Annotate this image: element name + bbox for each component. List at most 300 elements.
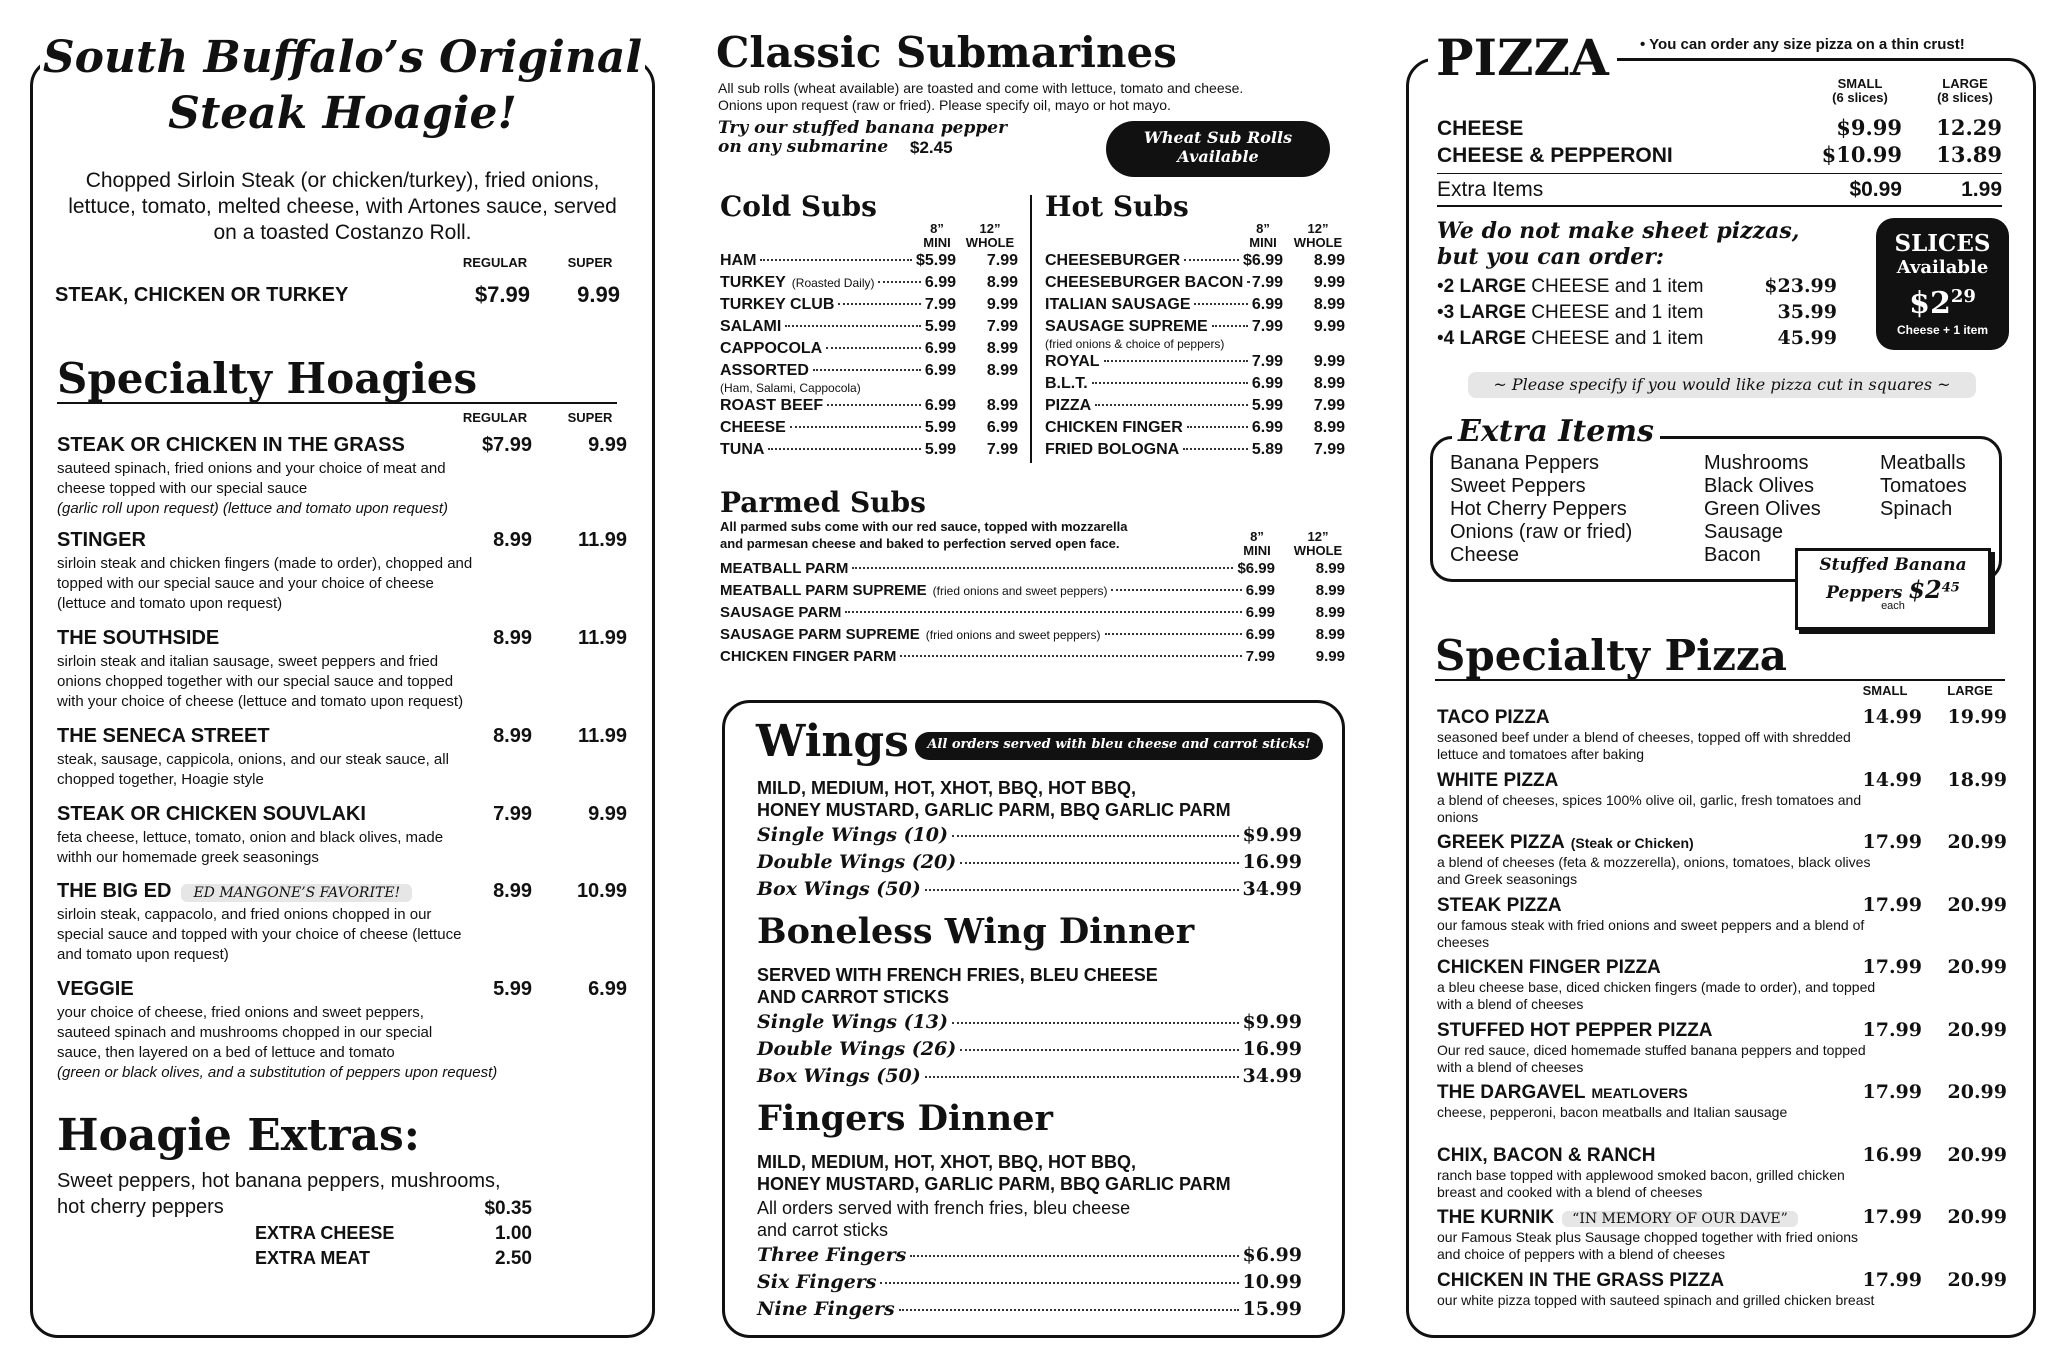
item-name: Three Fingers	[757, 1244, 907, 1266]
sub-row	[1045, 353, 1345, 375]
try-banana-2: on any submarine	[718, 137, 889, 157]
specialty-pizza-row	[1437, 956, 2007, 979]
specialty-small-price: 14.99	[1862, 768, 1922, 791]
leader-dots	[827, 404, 921, 406]
stuffed-banana-cents: 45	[1941, 580, 1960, 596]
parmed-col-whole-size: 12”	[1307, 529, 1329, 544]
extra-item: Meatballs	[1880, 452, 1966, 474]
sub-whole-price: 8.99	[986, 362, 1018, 379]
boneless-list	[757, 1011, 1302, 1092]
pizza-small-price: $10.99	[1821, 142, 1902, 167]
sub-whole-price: 9.99	[1313, 353, 1345, 370]
sub-row	[1045, 375, 1345, 397]
price-row	[757, 1298, 1302, 1325]
hoagie-item	[57, 434, 627, 519]
item-price: 16.99	[1242, 1038, 1302, 1060]
fingers-flavors-2: HONEY MUSTARD, GARLIC PARM, BBQ GARLIC PARM	[757, 1174, 1231, 1194]
parmed-col-whole-label: WHOLE	[1293, 543, 1343, 558]
sub-name: CHEESE	[720, 419, 786, 436]
sub-name: MEATBALL PARM	[720, 560, 849, 577]
wings-flavors-1: MILD, MEDIUM, HOT, XHOT, BBQ, HOT BBQ,	[757, 778, 1136, 798]
cold-subs-list	[720, 252, 1018, 463]
hoagie-item-note: (green or black olives, and a substitution of peppers upon request)	[57, 1064, 498, 1081]
specialty-pizza-title: Specialty Pizza	[1435, 631, 1787, 680]
hoagie-extras-line2: hot cherry peppers	[57, 1196, 224, 1218]
specialty-pizza-row	[1437, 1019, 2007, 1042]
sub-mini-price: 5.99	[924, 441, 956, 458]
leader-dots	[760, 259, 912, 261]
sub-mini-price: 6.99	[1245, 582, 1275, 599]
leader-dots	[1184, 259, 1239, 261]
item-price: 34.99	[1242, 878, 1302, 900]
sub-row	[720, 340, 1018, 362]
specialty-pizza-name: STEAK PIZZA	[1437, 894, 1562, 916]
deal-bullet: •	[1437, 302, 1444, 323]
boneless-note-2: AND CARROT STICKS	[757, 987, 949, 1007]
specialty-pizza-item	[1437, 769, 2007, 826]
sub-row	[720, 252, 1018, 274]
hoagie-item-desc: sirloin steak, cappacolo, and fried onions chopped in our special sauce and topped with your choice of cheese (lettuce and tomato upon request)	[57, 906, 462, 963]
leader-dots	[1183, 448, 1248, 450]
col-regular: REGULAR	[462, 255, 528, 270]
sub-whole-price: 8.99	[1313, 296, 1345, 313]
sub-whole-price: 8.99	[986, 397, 1018, 414]
hoagie-item-note: (garlic roll upon request) (lettuce and tomato upon request)	[57, 500, 449, 517]
specialty-pizza-desc: our white pizza topped with sauteed spinach and grilled chicken breast	[1437, 1291, 1875, 1308]
pizza-row	[1437, 115, 2002, 142]
specialty-large-price: 20.99	[1947, 1143, 2007, 1166]
sub-name: CHICKEN FINGER	[1045, 419, 1183, 436]
main-hoagie-regular: $7.99	[474, 282, 530, 307]
hoagie-item-super: 9.99	[588, 434, 627, 456]
deal-count: 2 LARGE	[1443, 276, 1527, 297]
subs-divider	[1030, 195, 1032, 463]
hoagie-item-name: STEAK OR CHICKEN IN THE GRASS	[57, 434, 405, 456]
sub-row	[720, 397, 1018, 419]
sub-qualifier: (fried onions and sweet peppers)	[925, 628, 1101, 642]
col-regular-2: REGULAR	[462, 410, 528, 425]
squares-note: ~ Please specify if you would like pizza cut in squares ~	[1468, 372, 1976, 398]
parmed-col-mini-size: 8”	[1250, 529, 1264, 544]
specialty-pizza-row	[1437, 1269, 2007, 1292]
fingers-flavors-1: MILD, MEDIUM, HOT, XHOT, BBQ, HOT BBQ,	[757, 1152, 1136, 1172]
sub-whole-price: 7.99	[986, 252, 1018, 269]
hoagie-item-desc: sirloin steak and chicken fingers (made to order), chopped and topped with our special sauce and your choice of cheese (lettuce and tomato upon request)	[57, 555, 473, 612]
extra-item: Sausage	[1704, 521, 1783, 543]
pizza-price-rows	[1437, 115, 2002, 169]
hoagie-title-1: South Buffalo’s Original	[40, 32, 645, 83]
cold-col-mini	[912, 222, 962, 250]
col-super: SUPER	[567, 255, 613, 270]
specialty-large-price: 20.99	[1947, 1018, 2007, 1041]
deal-count: 4 LARGE	[1443, 328, 1527, 349]
specialty-large-price: 20.99	[1947, 893, 2007, 916]
leader-dots	[785, 325, 921, 327]
sheet-deals-list	[1437, 275, 1837, 353]
sub-whole-price: 8.99	[1313, 375, 1345, 392]
specialty-pizza-desc: ranch base topped with applewood smoked bacon, grilled chicken breast and cooked with a blend of cheeses	[1437, 1166, 1845, 1200]
extra-item: Hot Cherry Peppers	[1450, 498, 1627, 520]
sub-mini-price: 7.99	[1251, 274, 1283, 291]
sub-name: FRIED BOLOGNA	[1045, 441, 1180, 458]
sub-row	[720, 582, 1345, 604]
sub-name: CHEESEBURGER BACON	[1045, 274, 1244, 291]
sub-row	[1045, 274, 1345, 296]
fingers-note-1: All orders served with french fries, bleu cheese	[757, 1198, 1131, 1218]
specialty-pizza-item	[1437, 831, 2007, 888]
sub-name: TURKEY	[720, 274, 786, 291]
price-row	[757, 1011, 1302, 1038]
leader-dots	[952, 1022, 1238, 1024]
sub-whole-price: 6.99	[986, 419, 1018, 436]
specialty-pizza-desc: a blend of cheeses, spices 100% olive oil, garlic, fresh tomatoes and onions	[1437, 791, 1862, 825]
price-row	[757, 1038, 1302, 1065]
hoagie-extras-price: $0.35	[484, 1198, 532, 1219]
leader-dots	[960, 1049, 1238, 1051]
sub-whole-price: 8.99	[1315, 604, 1345, 621]
specialty-pizza-row	[1437, 1206, 2007, 1229]
extra-item: Sweet Peppers	[1450, 475, 1586, 497]
pizza-name: CHEESE	[1437, 117, 1524, 140]
sub-row	[720, 318, 1018, 340]
specialty-hoagies-rule	[57, 402, 617, 404]
specialty-small-price: 16.99	[1862, 1143, 1922, 1166]
sub-whole-price: 9.99	[1313, 318, 1345, 335]
hoagie-item-row	[57, 978, 627, 1001]
specialty-pizza-desc: our famous steak with fried onions and sweet peppers and a blend of cheeses	[1437, 916, 1865, 950]
hoagie-item-super: 10.99	[576, 880, 627, 902]
hoagie-item-desc: feta cheese, lettuce, tomato, onion and black olives, made withh our homemade greek seasonings	[57, 829, 444, 866]
extra-items-col-3	[1880, 452, 1967, 521]
sub-qualifier: (Roasted Daily)	[791, 276, 875, 290]
sub-whole-price: 7.99	[986, 318, 1018, 335]
thin-crust-note: • You can order any size pizza on a thin crust!	[1636, 36, 1969, 53]
hoagie-item-name: THE SENECA STREET	[57, 725, 270, 747]
sub-mini-price: 5.99	[1251, 397, 1283, 414]
sub-mini-price: 6.99	[1245, 626, 1275, 643]
sub-mini-price: $6.99	[1242, 252, 1283, 269]
deal-row	[1437, 301, 1837, 327]
extra-items-col-1	[1450, 452, 1632, 567]
sub-name: B.L.T.	[1045, 375, 1088, 392]
sub-row	[720, 560, 1345, 582]
extra-item: Tomatoes	[1880, 475, 1967, 497]
leader-dots	[910, 1255, 1238, 1257]
sub-whole-price: 7.99	[986, 441, 1018, 458]
specialty-pizza-desc: our Famous Steak plus Sausage chopped together with fried onions and choice of peppers with a blend of cheeses	[1437, 1229, 1859, 1262]
sub-mini-price: 6.99	[1251, 419, 1283, 436]
parmed-col-mini	[1232, 530, 1282, 558]
leader-dots	[880, 1282, 1238, 1284]
deal-desc: CHEESE and 1 item	[1526, 328, 1704, 349]
leader-dots	[813, 369, 921, 371]
specialty-small-price: 17.99	[1862, 1018, 1922, 1041]
leader-dots	[1092, 382, 1248, 384]
cold-col-whole-label: WHOLE	[965, 235, 1015, 250]
hoagie-item-super: 11.99	[578, 627, 627, 649]
pizza-large-price: 13.89	[1936, 142, 2002, 167]
leader-dots	[845, 611, 1241, 613]
sub-name: TUNA	[720, 441, 765, 458]
hot-col-whole-size: 12”	[1307, 221, 1329, 236]
slices-available: Available	[1896, 257, 1989, 278]
specialty-pizza-rule	[1435, 679, 2005, 681]
hoagie-item-desc: your choice of cheese, fried onions and sweet peppers, sauteed spinach and mushrooms chopped in our special sauce, then layered on a bed of lettuce and tomato	[57, 1004, 433, 1061]
leader-dots	[1104, 360, 1248, 362]
sheet-note-2: but you can order:	[1437, 244, 1664, 270]
hoagie-item	[57, 529, 627, 614]
sub-mini-price: $6.99	[1237, 560, 1275, 577]
leader-dots	[925, 1076, 1239, 1078]
extra-item: Green Olives	[1704, 498, 1821, 520]
specialty-col-small: SMALL	[1862, 683, 1908, 698]
extra-item: Cheese	[1450, 544, 1519, 566]
pizza-col-large	[1925, 77, 2005, 105]
specialty-pizza-desc: Our red sauce, diced homemade stuffed banana peppers and topped with a blend of cheeses	[1437, 1041, 1866, 1075]
wheat-rolls-badge	[1106, 121, 1330, 177]
hoagie-extras-line1: Sweet peppers, hot banana peppers, mushrooms,	[57, 1170, 501, 1192]
specialty-pizza-row	[1437, 894, 2007, 917]
hoagie-item-name: THE SOUTHSIDE	[57, 627, 220, 649]
sub-mini-price: 7.99	[1251, 353, 1283, 370]
specialty-large-price: 20.99	[1947, 1206, 2007, 1228]
pizza-title: PIZZA	[1428, 28, 1617, 87]
item-name: Box Wings (50)	[757, 878, 921, 900]
price-row	[757, 851, 1302, 878]
sub-name: ITALIAN SAUSAGE	[1045, 296, 1191, 313]
specialty-pizza-row	[1437, 831, 2007, 854]
hot-subs-title: Hot Subs	[1045, 190, 1189, 223]
sub-row	[720, 441, 1018, 463]
specialty-small-price: 17.99	[1862, 1206, 1922, 1228]
sub-name: ROYAL	[1045, 353, 1100, 370]
pizza-extra-large: 1.99	[1961, 178, 2002, 201]
sub-qualifier: (fried onions and sweet peppers)	[932, 584, 1108, 598]
hoagie-item-regular: 8.99	[493, 627, 532, 649]
leader-dots	[960, 862, 1238, 864]
hot-col-whole	[1288, 222, 1348, 250]
sub-mini-price: $5.99	[915, 252, 956, 269]
leader-dots	[1105, 633, 1242, 635]
item-name: Single Wings (13)	[757, 1011, 949, 1033]
specialty-pizza-name: THE KURNIK	[1437, 1207, 1555, 1228]
sub-name: CHEESEBURGER	[1045, 252, 1181, 269]
pizza-small-price: $9.99	[1836, 115, 1902, 140]
sub-whole-price: 9.99	[986, 296, 1018, 313]
sub-whole-price: 8.99	[1313, 252, 1345, 269]
sub-row	[720, 274, 1018, 296]
specialty-small-price: 17.99	[1862, 1268, 1922, 1291]
sub-name: ASSORTED	[720, 362, 809, 379]
pizza-row	[1437, 142, 2002, 169]
pizza-extra-small: $0.99	[1849, 178, 1902, 201]
leader-dots	[1187, 426, 1248, 428]
sub-whole-price: 8.99	[1315, 626, 1345, 643]
specialty-pizza-row	[1437, 706, 2007, 729]
sub-mini-price: 5.99	[924, 419, 956, 436]
wheat-rolls-line1: Wheat Sub Rolls	[1143, 128, 1293, 147]
col-super-2: SUPER	[567, 410, 613, 425]
hoagie-item-super: 11.99	[578, 529, 627, 551]
try-banana-price: $2.45	[910, 138, 953, 157]
hoagie-intro: Chopped Sirloin Steak (or chicken/turkey), fried onions, lettuce, tomato, melted cheese, with Artones sauce, served on a toasted Costanzo Roll.	[68, 169, 617, 244]
extra-item: Mushrooms	[1704, 452, 1809, 474]
item-name: Double Wings (20)	[757, 851, 957, 873]
hoagie-item-desc: steak, sausage, cappicola, onions, and our steak sauce, all chopped together, Hoagie style	[57, 751, 449, 788]
sub-row	[720, 419, 1018, 441]
item-price: 34.99	[1242, 1065, 1302, 1087]
pizza-col-large-label: LARGE	[1942, 76, 1988, 91]
parmed-note-2: and parmesan cheese and baked to perfection served open face.	[720, 536, 1120, 551]
hoagie-item-name: STINGER	[57, 529, 146, 551]
sub-row	[720, 296, 1018, 318]
item-name: Six Fingers	[757, 1271, 877, 1293]
sub-whole-price: 8.99	[1313, 419, 1345, 436]
specialty-col-large: LARGE	[1947, 683, 1993, 698]
hoagie-item-regular: 5.99	[493, 978, 532, 1000]
cold-col-mini-label: MINI	[923, 235, 951, 250]
stuffed-banana-label: Peppers	[1826, 583, 1903, 603]
specialty-pizza-name: STUFFED HOT PEPPER PIZZA	[1437, 1019, 1713, 1041]
item-price: $9.99	[1242, 824, 1302, 846]
sub-mini-price: 7.99	[1251, 318, 1283, 335]
specialty-pizza-name: CHICKEN IN THE GRASS PIZZA	[1437, 1269, 1725, 1291]
specialty-pizza-item	[1437, 1081, 2007, 1121]
hoagie-title-2: Steak Hoagie!	[168, 88, 517, 139]
wings-badge: All orders served with bleu cheese and carrot sticks!	[915, 732, 1323, 760]
sub-mini-price: 6.99	[924, 362, 956, 379]
deal-row	[1437, 275, 1837, 301]
pizza-name: CHEESE & PEPPERONI	[1437, 144, 1673, 167]
hoagie-item-regular: $7.99	[481, 434, 532, 456]
hoagie-item	[57, 880, 627, 965]
parmed-note-1: All parmed subs come with our red sauce, topped with mozzarella	[720, 519, 1128, 534]
wings-flavors-2: HONEY MUSTARD, GARLIC PARM, BBQ GARLIC PARM	[757, 800, 1231, 820]
hoagie-item-name: STEAK OR CHICKEN SOUVLAKI	[57, 803, 366, 825]
subs-note-1: All sub rolls (wheat available) are toasted and come with lettuce, tomato and cheese.	[718, 80, 1244, 96]
sub-name: SAUSAGE PARM	[720, 604, 842, 621]
specialty-pizza-row	[1437, 1144, 2007, 1167]
pizza-extra-label: Extra Items	[1437, 178, 1544, 201]
sub-mini-price: 6.99	[1251, 296, 1283, 313]
specialty-pizza-qualifier: MEATLOVERS	[1591, 1085, 1688, 1101]
pizza-col-large-sub: (8 slices)	[1937, 90, 1993, 105]
stuffed-banana-box	[1795, 548, 1991, 630]
boneless-note-1: SERVED WITH FRENCH FRIES, BLEU CHEESE	[757, 965, 1158, 985]
specialty-pizza-item	[1437, 706, 2007, 763]
extra-item: Banana Peppers	[1450, 452, 1600, 474]
extra-items-title: Extra Items	[1452, 414, 1660, 449]
hot-subs-list	[1045, 252, 1345, 463]
favorite-badge: ED MANGONE’S FAVORITE!	[181, 884, 412, 902]
hot-col-mini-label: MINI	[1249, 235, 1277, 250]
specialty-pizza-item	[1437, 894, 2007, 951]
specialty-pizza-item	[1437, 956, 2007, 1013]
item-name: Single Wings (10)	[757, 824, 949, 846]
hoagie-item-regular: 8.99	[493, 880, 532, 902]
wheat-rolls-line2: Available	[1177, 147, 1259, 166]
hoagie-item-row	[57, 725, 627, 748]
deal-bullet: •	[1437, 328, 1444, 349]
leader-dots	[878, 281, 920, 283]
deal-desc: CHEESE and 1 item	[1526, 302, 1704, 323]
specialty-small-price: 17.99	[1862, 893, 1922, 916]
subs-note-2: Onions upon request (raw or fried). Please specify oil, mayo or hot mayo.	[718, 97, 1171, 113]
item-price: 16.99	[1242, 851, 1302, 873]
price-row	[757, 824, 1302, 851]
sub-whole-price: 8.99	[1315, 560, 1345, 577]
leader-dots	[768, 448, 920, 450]
sub-name: ROAST BEEF	[720, 397, 824, 414]
deal-price: 45.99	[1777, 327, 1837, 349]
hoagie-item-row	[57, 627, 627, 650]
item-name: Box Wings (50)	[757, 1065, 921, 1087]
sub-mini-price: 6.99	[924, 274, 956, 291]
sub-name: CHICKEN FINGER PARM	[720, 648, 897, 665]
hoagie-item-row	[57, 434, 627, 457]
leader-dots	[952, 835, 1238, 837]
fingers-title: Fingers Dinner	[757, 1098, 1053, 1139]
fingers-list	[757, 1244, 1302, 1325]
specialty-small-price: 17.99	[1862, 1081, 1922, 1103]
price-row	[757, 1065, 1302, 1092]
specialty-pizza-desc: a blend of cheeses (feta & mozzerella), onions, tomatoes, black olives and Greek seasonings	[1437, 854, 1871, 887]
stuffed-banana-line1: Stuffed Banana	[1819, 555, 1967, 575]
specialty-pizza-item	[1437, 1019, 2007, 1076]
cold-col-mini-size: 8”	[930, 221, 944, 236]
hoagie-item	[57, 803, 627, 868]
sub-row	[1045, 296, 1345, 318]
slices-price-cents: 29	[1950, 286, 1976, 307]
cold-col-whole-size: 12”	[979, 221, 1001, 236]
item-price: 10.99	[1242, 1271, 1302, 1293]
hot-col-whole-label: WHOLE	[1293, 235, 1343, 250]
hoagie-item	[57, 978, 627, 1083]
sub-mini-price: 7.99	[924, 296, 956, 313]
extra-item: Black Olives	[1704, 475, 1815, 497]
try-banana-1: Try our stuffed banana pepper	[718, 118, 1008, 138]
wings-list	[757, 824, 1302, 905]
hoagie-item-row	[57, 529, 627, 552]
leader-dots	[1095, 404, 1248, 406]
pizza-col-small-sub: (6 slices)	[1832, 90, 1888, 105]
item-name: Nine Fingers	[757, 1298, 895, 1320]
leader-dots	[1194, 303, 1247, 305]
leader-dots	[1111, 589, 1241, 591]
specialty-large-price: 18.99	[1947, 768, 2007, 791]
price-row	[757, 878, 1302, 905]
sub-row	[1045, 441, 1345, 463]
specialty-large-price: 20.99	[1947, 831, 2007, 853]
specialty-pizza-item	[1437, 1269, 2007, 1309]
specialty-pizza-name: GREEK PIZZA	[1437, 832, 1565, 853]
item-price: 15.99	[1242, 1298, 1302, 1320]
specialty-pizza-name: WHITE PIZZA	[1437, 769, 1559, 791]
sub-name: SAUSAGE PARM SUPREME	[720, 626, 920, 643]
specialty-large-price: 20.99	[1947, 1268, 2007, 1291]
pizza-col-small-label: SMALL	[1837, 76, 1883, 91]
specialty-pizza-qualifier: “IN MEMORY OF OUR DAVE”	[1562, 1211, 1798, 1227]
wings-title: Wings	[756, 716, 909, 767]
hoagie-item-regular: 8.99	[493, 725, 532, 747]
parmed-subs-list	[720, 560, 1345, 670]
fingers-note-2: and carrot sticks	[757, 1220, 889, 1240]
specialty-pizza-name: THE DARGAVEL	[1437, 1082, 1586, 1103]
slices-price	[1876, 278, 2009, 323]
sub-mini-price: 6.99	[1245, 604, 1275, 621]
stuffed-banana-each: each	[1881, 600, 1905, 612]
price-row	[757, 1271, 1302, 1298]
